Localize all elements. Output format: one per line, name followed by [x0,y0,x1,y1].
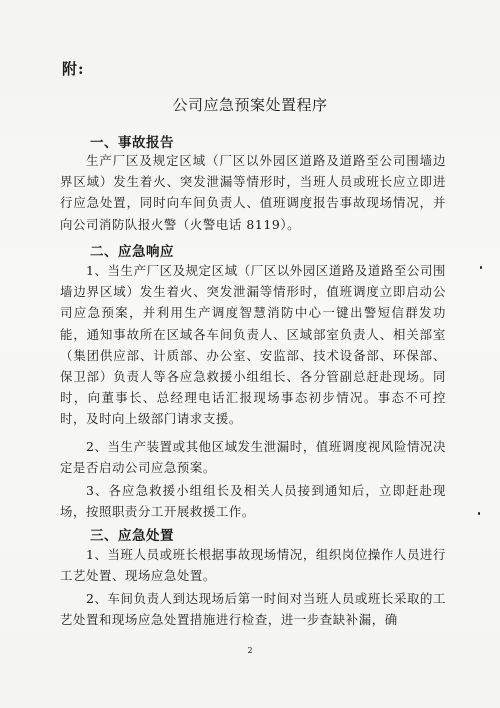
section-heading-handling: 三、应急处置 [90,528,174,544]
paragraph-handling-2: 2、车间负责人到达现场后第一时间对当班人员或班长采取的工艺处置和现场应急处置措施进行检查，进一步查缺补漏，确 [60,591,446,628]
annex-label: 附: [62,60,85,78]
section-heading-report: 一、事故报告 [90,135,174,151]
paragraph-response-2: 2、当生产装置或其他区域发生泄漏时，值班调度视风险情况决定是否启动公司应急预案。 [60,439,446,476]
scan-speck [480,266,482,269]
paragraph-handling-1: 1、当班人员或班长根据事故现场情况，组织岗位操作人员进行工艺处置、现场应急处置。 [60,547,446,584]
paragraph-response-1: 1、当生产厂区及规定区域（厂区以外园区道路及道路至公司围墙边界区域）发生着火、突发泄漏等情形时，值班调度立即启动公司应急预案，并利用生产调度智慧消防中心一键出警短信群发功能，通知事故所在区域各车间负责人、区域部室负责人、相关部室（集团供应部、计质部、办公室、安监部、技术设备部、环保部、保卫部）负责人等各应急救援小组组长、各分管副总赶赴现场。同时，向董事长、总经理电话汇报现场事态初步情况。事态不可控时，及时向上级部门请求支援。 [60,263,446,427]
section-heading-response: 二、应急响应 [90,244,174,260]
paragraph-response-3: 3、各应急救援小组组长及相关人员接到通知后，立即赶赴现场，按照职责分工开展救援工作。 [60,483,446,520]
page-number: 2 [247,646,253,655]
paragraph-report: 生产厂区及规定区域（厂区以外园区道路及道路至公司围墙边界区域）发生着火、突发泄漏等情形时，当班人员或班长应立即进行应急处置，同时向车间负责人、值班调度报告事故现场情况，并向公司消防队报火警（火警电话 8119）。 [60,153,446,232]
scan-speck [478,512,480,515]
document-title: 公司应急预案处置程序 [172,96,328,114]
